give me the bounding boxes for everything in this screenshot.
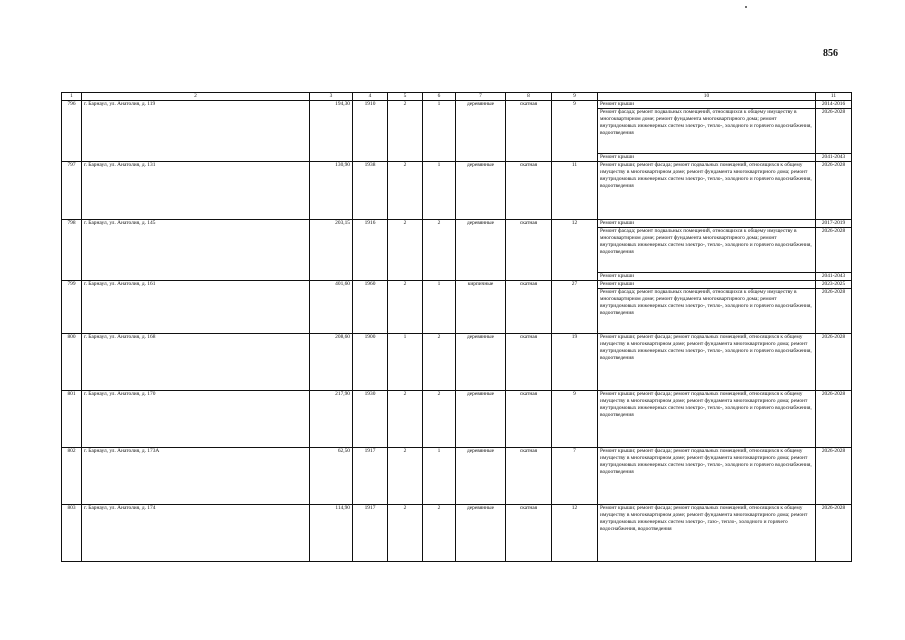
register-body: [62, 101, 852, 562]
col-num-6: 6: [423, 93, 456, 101]
page-number: 856: [823, 48, 838, 59]
record-number: 800: [62, 334, 82, 391]
record-wall-material: деревянные: [456, 448, 506, 505]
col-num-4: 4: [353, 93, 388, 101]
record-work-period: 2026-2028: [816, 448, 852, 505]
record-address: г. Барнаул, ул. Анатолия, д. 119: [82, 101, 310, 162]
record-year: 1910: [353, 101, 388, 162]
record-residents: 27: [552, 281, 598, 334]
record-roof-type: скатная: [506, 220, 552, 281]
table-row: [62, 281, 852, 289]
record-work-period: 2026-2028: [816, 289, 852, 334]
record-wall-material: деревянные: [456, 391, 506, 448]
record-number: 803: [62, 505, 82, 562]
record-work-period: 2014-2016: [816, 101, 852, 109]
col-num-2: 2: [82, 93, 310, 101]
record-address: г. Барнаул, ул. Анатолия, д. 145: [82, 220, 310, 281]
col-num-5: 5: [388, 93, 423, 101]
record-work-type: Ремонт крыши: [598, 101, 816, 109]
record-roof-type: скатная: [506, 391, 552, 448]
record-roof-type: скатная: [506, 448, 552, 505]
record-year: 1900: [353, 334, 388, 391]
record-work-type: Ремонт крыши; ремонт фасада; ремонт подвальных помещений, относящихся к общему имуществу в многоквартирном доме; ремонт фундамента многоквартирного дома; ремонт внутридомовых инженерных систем электро-, тепло-, холодного и горячего водоснабжения, водоотведения: [598, 391, 816, 448]
record-work-period: 2026-2028: [816, 162, 852, 220]
record-work-period: 2041-2043: [816, 154, 852, 162]
record-work-period: 2026-2028: [816, 505, 852, 562]
record-year: 1916: [353, 220, 388, 281]
record-entrances: 2: [423, 220, 456, 281]
record-wall-material: деревянные: [456, 505, 506, 562]
record-entrances: 1: [423, 162, 456, 220]
record-entrances: 2: [423, 391, 456, 448]
housing-register-table: [61, 92, 852, 562]
record-work-period: 2026-2028: [816, 391, 852, 448]
record-floors: 2: [388, 101, 423, 162]
record-number: 799: [62, 281, 82, 334]
table-row: [62, 101, 852, 109]
record-area: 114,90: [310, 505, 353, 562]
record-wall-material: деревянные: [456, 101, 506, 162]
record-number: 798: [62, 220, 82, 281]
record-year: 1938: [353, 162, 388, 220]
record-entrances: 1: [423, 281, 456, 334]
record-residents: 11: [552, 162, 598, 220]
col-num-1: 1: [62, 93, 82, 101]
col-num-10: 10: [598, 93, 816, 101]
record-roof-type: скатная: [506, 162, 552, 220]
record-residents: 19: [552, 334, 598, 391]
col-num-11: 11: [816, 93, 852, 101]
record-residents: 7: [552, 448, 598, 505]
record-work-type: Ремонт крыши; ремонт фасада; ремонт подвальных помещений, относящихся к общему имуществу в многоквартирном доме; ремонт фундамента многоквартирного дома; ремонт внутридомовых инженерных систем электро-, тепло-, холодного и горячего водоснабжения, водоотведения: [598, 162, 816, 220]
record-roof-type: скатная: [506, 334, 552, 391]
record-address: г. Барнаул, ул. Анатолия, д. 131: [82, 162, 310, 220]
record-work-type: Ремонт крыши; ремонт фасада; ремонт подвальных помещений, относящихся к общему имуществу в многоквартирном доме; ремонт фундамента многоквартирного дома; ремонт внутридомовых инженерных систем электро-, тепло-, холодного и горячего водоснабжения, водоотведения: [598, 448, 816, 505]
record-work-type: Ремонт крыши: [598, 154, 816, 162]
record-work-type: Ремонт крыши: [598, 273, 816, 281]
record-wall-material: деревянные: [456, 162, 506, 220]
record-work-type: Ремонт фасада; ремонт подвальных помещений, относящихся к общему имуществу в многоквартирном доме; ремонт фундамента многоквартирного дома; ремонт внутридомовых инженерных систем электро-, тепло-, холодного и горячего водоснабжения, водоотведения: [598, 109, 816, 154]
record-year: 1960: [353, 281, 388, 334]
table-row: [62, 505, 852, 562]
record-year: 1917: [353, 448, 388, 505]
record-entrances: 2: [423, 505, 456, 562]
record-floors: 1: [388, 334, 423, 391]
record-floors: 2: [388, 281, 423, 334]
record-area: 203,15: [310, 220, 353, 281]
record-area: 217,90: [310, 391, 353, 448]
record-residents: 9: [552, 391, 598, 448]
col-num-3: 3: [310, 93, 353, 101]
record-year: 1917: [353, 505, 388, 562]
record-work-type: Ремонт крыши; ремонт фасада; ремонт подвальных помещений, относящихся к общему имуществу в многоквартирном доме; ремонт фундамента многоквартирного дома; ремонт внутридомовых инженерных систем электро-, газо-, тепло-, холодного и горячего водоснабжения, водоотведения: [598, 505, 816, 562]
record-residents: 12: [552, 505, 598, 562]
record-work-period: 2041-2043: [816, 273, 852, 281]
record-work-type: Ремонт крыши: [598, 220, 816, 228]
record-area: 208,60: [310, 334, 353, 391]
record-area: 194,30: [310, 101, 353, 162]
record-work-period: 2026-2028: [816, 228, 852, 273]
table-row: [62, 391, 852, 448]
record-residents: 12: [552, 220, 598, 281]
col-num-9: 9: [552, 93, 598, 101]
record-work-type: Ремонт фасада; ремонт подвальных помещений, относящихся к общему имуществу в многоквартирном доме; ремонт фундамента многоквартирного дома; ремонт внутридомовых инженерных систем электро-, тепло-, холодного и горячего водоснабжения, водоотведения: [598, 289, 816, 334]
table-row: [62, 334, 852, 391]
column-number-row: [62, 93, 852, 101]
record-number: 797: [62, 162, 82, 220]
record-number: 796: [62, 101, 82, 162]
record-roof-type: скатная: [506, 101, 552, 162]
record-floors: 2: [388, 505, 423, 562]
record-wall-material: деревянные: [456, 220, 506, 281]
record-year: 1930: [353, 391, 388, 448]
record-address: г. Барнаул, ул. Анатолия, д. 168: [82, 334, 310, 391]
record-address: г. Барнаул, ул. Анатолия, д. 161: [82, 281, 310, 334]
scan-speck: [745, 6, 747, 8]
record-entrances: 1: [423, 448, 456, 505]
record-roof-type: скатная: [506, 505, 552, 562]
record-work-type: Ремонт крыши; ремонт фасада; ремонт подвальных помещений, относящихся к общему имуществу в многоквартирном доме; ремонт фундамента многоквартирного дома; ремонт внутридомовых инженерных систем электро-, тепло-, холодного и горячего водоснабжения, водоотведения: [598, 334, 816, 391]
record-floors: 2: [388, 391, 423, 448]
record-number: 801: [62, 391, 82, 448]
record-entrances: 1: [423, 101, 456, 162]
table-row: [62, 220, 852, 228]
record-floors: 2: [388, 448, 423, 505]
record-work-period: 2023-2025: [816, 281, 852, 289]
record-work-period: 2017-2019: [816, 220, 852, 228]
table-row: [62, 162, 852, 220]
record-wall-material: кирпичные: [456, 281, 506, 334]
col-num-8: 8: [506, 93, 552, 101]
record-floors: 2: [388, 220, 423, 281]
record-work-period: 2026-2028: [816, 334, 852, 391]
record-wall-material: деревянные: [456, 334, 506, 391]
record-number: 802: [62, 448, 82, 505]
record-roof-type: скатная: [506, 281, 552, 334]
col-num-7: 7: [456, 93, 506, 101]
record-entrances: 2: [423, 334, 456, 391]
record-work-type: Ремонт фасада; ремонт подвальных помещений, относящихся к общему имуществу в многоквартирном доме; ремонт фундамента многоквартирного дома; ремонт внутридомовых инженерных систем электро-, тепло-, холодного и горячего водоснабжения, водоотведения: [598, 228, 816, 273]
record-work-type: Ремонт крыши: [598, 281, 816, 289]
record-floors: 2: [388, 162, 423, 220]
record-work-period: 2026-2028: [816, 109, 852, 154]
record-address: г. Барнаул, ул. Анатолия, д. 174: [82, 505, 310, 562]
record-address: г. Барнаул, ул. Анатолия, д. 170: [82, 391, 310, 448]
record-address: г. Барнаул, ул. Анатолия, д. 173А: [82, 448, 310, 505]
table-row: [62, 448, 852, 505]
record-residents: 9: [552, 101, 598, 162]
record-area: 62,50: [310, 448, 353, 505]
record-area: 401,60: [310, 281, 353, 334]
record-area: 130,90: [310, 162, 353, 220]
